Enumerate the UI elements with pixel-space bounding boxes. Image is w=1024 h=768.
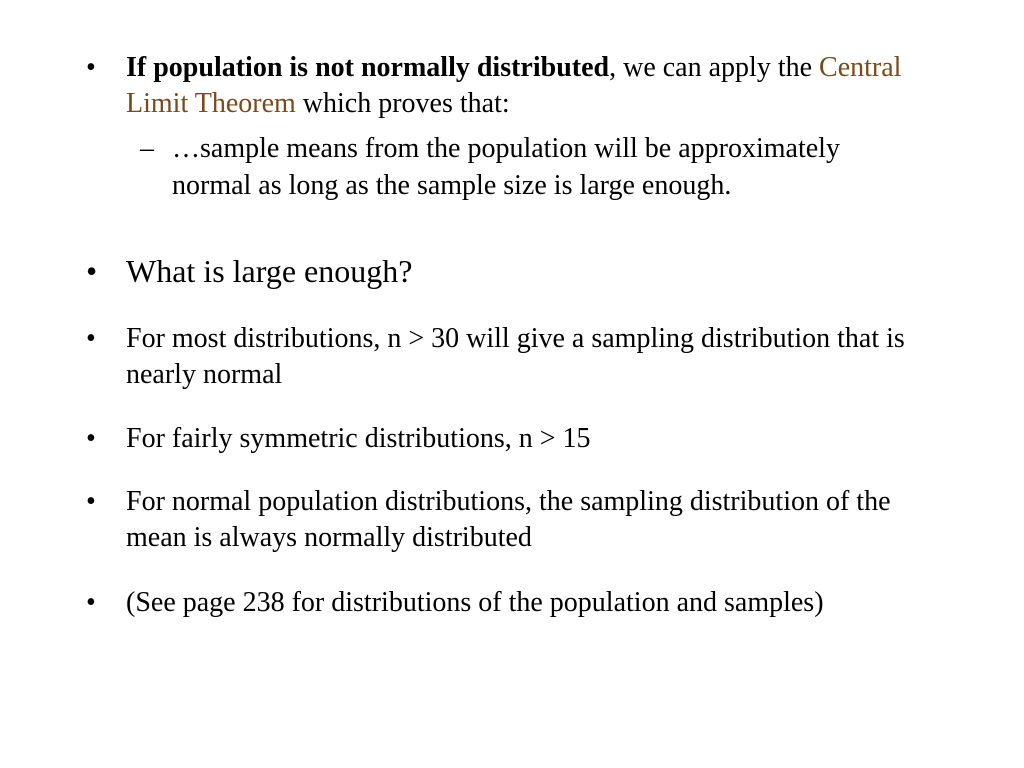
bullet-text <box>126 50 906 122</box>
bullet-marker: • <box>86 253 98 289</box>
bullet-marker: • <box>86 486 96 517</box>
sub-bullet-text: …sample means from the population will be approximately normal as long as the sample size is large enough. <box>172 133 840 201</box>
central-limit-theorem-term: Central Limit Theorem <box>126 52 902 119</box>
sub-bullet-marker: – <box>140 133 154 164</box>
bullet-marker: • <box>86 587 96 618</box>
bullet-text: (See page 238 for distributions of the population and samples) <box>126 587 824 618</box>
bullet-marker: • <box>86 323 96 354</box>
bullet-text: For most distributions, n > 30 will give a sampling distribution that is nearly normal <box>126 323 905 390</box>
bullet-text: For fairly symmetric distributions, n > 15 <box>126 423 591 454</box>
bullet-marker: • <box>86 423 96 454</box>
bullet-marker: • <box>86 52 96 83</box>
bullet-text-tail: which proves that: <box>295 88 510 119</box>
bullet-text-connector: , we can apply the <box>609 52 820 83</box>
bullet-bold-lead: If population is not normally distributed <box>126 52 610 83</box>
bullet-text: What is large enough? <box>126 253 413 289</box>
bullet-text: For normal population distributions, the sampling distribution of the mean is always normally distributed <box>126 486 891 553</box>
